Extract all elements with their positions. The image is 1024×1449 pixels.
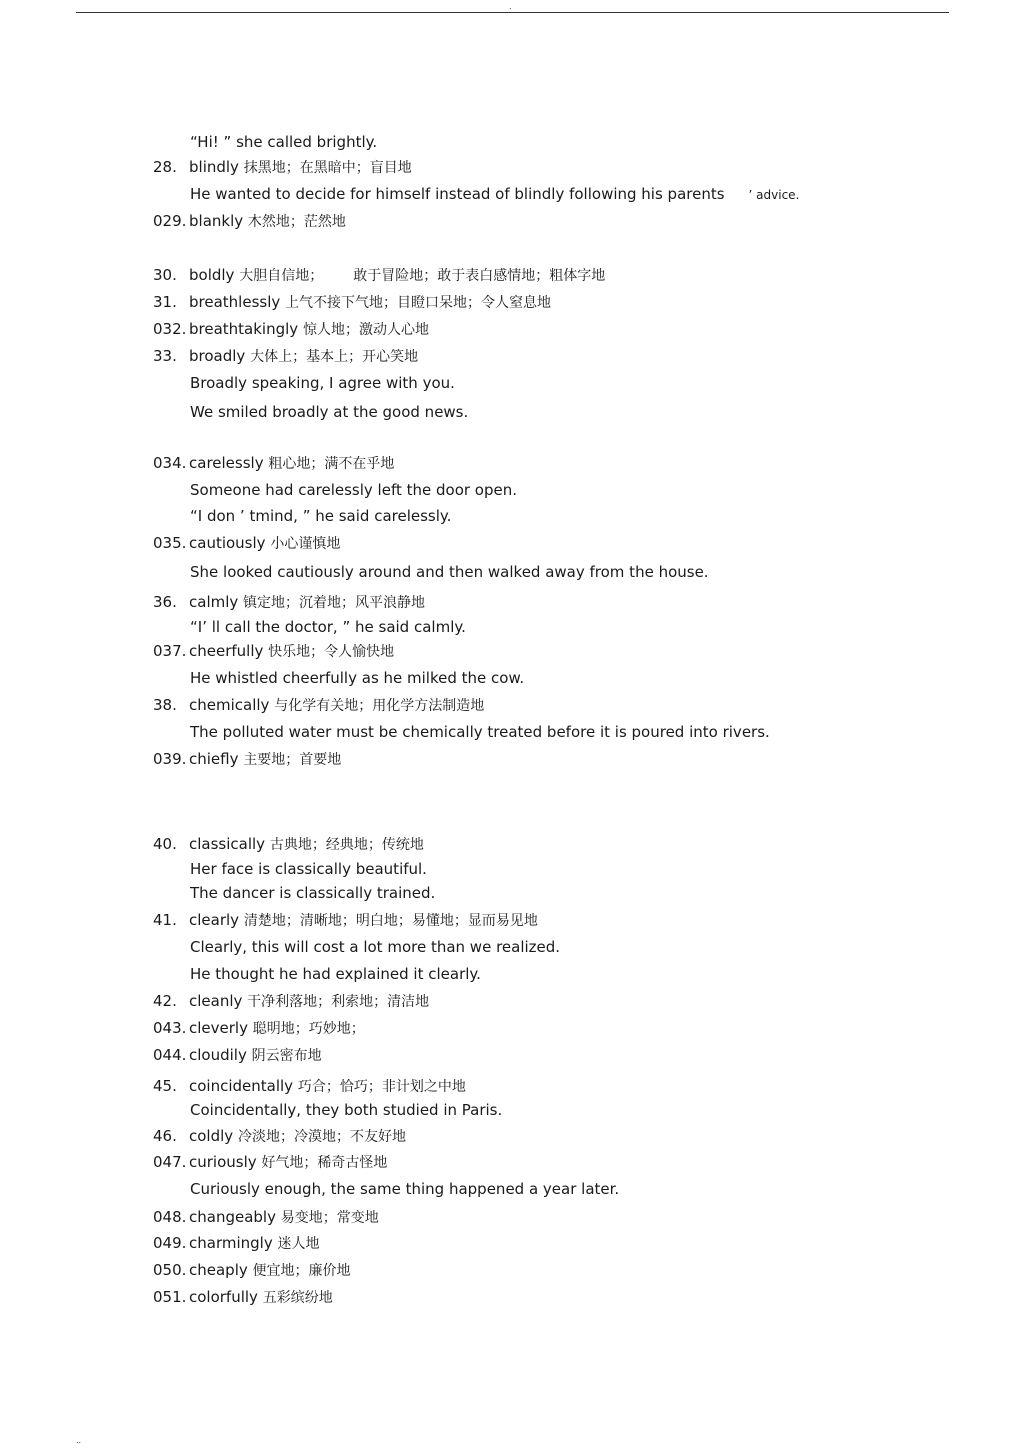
headword: clearly [189, 911, 240, 929]
chinese-definition: 便宜地；廉价地 [252, 1263, 351, 1279]
entry-number: 029. [153, 212, 187, 230]
example-text: The polluted water must be chemically treated before it is poured into rivers. [190, 723, 770, 741]
chinese-definition: 大胆自信地； [239, 268, 324, 284]
entry-number: 30. [153, 266, 177, 284]
example-text-wrap [190, 964, 481, 984]
example-text: Her face is classically beautiful. [190, 860, 427, 878]
headword: chiefly [189, 750, 239, 768]
entry-word [189, 1076, 466, 1097]
chinese-definition: 抹黑地；在黑暗中；盲目地 [243, 160, 412, 176]
chinese-definition: 小心谨慎地 [270, 536, 341, 552]
entry-word [189, 749, 341, 770]
chinese-definition: 易变地；常变地 [280, 1210, 379, 1226]
example-text-wrap [190, 506, 451, 526]
example-text-wrap [190, 668, 524, 688]
entry-word [189, 1018, 365, 1039]
entry-word [189, 1260, 351, 1281]
headword: breathlessly [189, 293, 281, 311]
headword: carelessly [189, 454, 264, 472]
entry-word [189, 292, 551, 313]
entry-number: 051. [153, 1288, 187, 1306]
entry-word [189, 346, 418, 367]
example-text: “I’ ll call the doctor, ” he said calmly. [190, 618, 466, 636]
headword: changeably [189, 1208, 276, 1226]
entry-word [189, 910, 538, 931]
entry-word [189, 157, 412, 178]
header-rule [76, 12, 949, 13]
example-text: “Hi! ” she called brightly. [190, 133, 378, 151]
entry-word [189, 319, 429, 340]
chinese-definition: 清楚地；清晰地；明白地；易懂地；显而易见地 [243, 913, 538, 929]
headword: breathtakingly [189, 320, 299, 338]
header-mark: . [509, 2, 512, 11]
chinese-definition: 五彩缤纷地 [262, 1290, 333, 1306]
example-text: Clearly, this will cost a lot more than we realized. [190, 938, 561, 956]
chinese-definition: 大体上；基本上；开心笑地 [250, 349, 419, 365]
chinese-definition: 冷淡地；冷漠地；不友好地 [237, 1129, 406, 1145]
headword: cheerfully [189, 642, 264, 660]
entry-word [189, 265, 605, 286]
headword: blankly [189, 212, 244, 230]
chinese-definition: 粗心地；满不在乎地 [268, 456, 395, 472]
chinese-definition: 木然地；茫然地 [247, 214, 346, 230]
chinese-definition: 巧合；恰巧；非计划之中地 [297, 1079, 466, 1095]
example-text-wrap [190, 562, 709, 582]
entry-number: 034. [153, 454, 187, 472]
example-text: Coincidentally, they both studied in Paris. [190, 1101, 503, 1119]
chinese-definition: 快乐地；令人愉快地 [268, 644, 395, 660]
example-text-wrap [190, 937, 560, 957]
chinese-definition: 镇定地；沉着地；风平浪静地 [243, 595, 426, 611]
entry-number: 33. [153, 347, 177, 365]
entry-word [189, 1287, 333, 1308]
example-text: He thought he had explained it clearly. [190, 965, 481, 983]
chinese-definition: 上气不接下气地；目瞪口呆地；令人窒息地 [285, 295, 552, 311]
chinese-definition: 惊人地；激动人心地 [302, 322, 429, 338]
chinese-definition: 阴云密布地 [251, 1048, 322, 1064]
example-text: Someone had carelessly left the door open. [190, 481, 518, 499]
headword: cloudily [189, 1046, 247, 1064]
entry-word [189, 834, 424, 855]
entry-word [189, 592, 425, 613]
chinese-definition: 聪明地；巧妙地； [252, 1021, 365, 1037]
entry-number: 42. [153, 992, 177, 1010]
headword: colorfully [189, 1288, 258, 1306]
example-text: “I don ’ tmind, ” he said carelessly. [190, 507, 452, 525]
entry-number: 38. [153, 696, 177, 714]
entry-number: 31. [153, 293, 177, 311]
headword: calmly [189, 593, 239, 611]
chinese-definition: 古典地；经典地；传统地 [269, 837, 424, 853]
example-text: The dancer is classically trained. [190, 884, 436, 902]
example-text-wrap [190, 373, 455, 393]
entry-word [189, 1207, 379, 1228]
example-text: Curiously enough, the same thing happened a year later. [190, 1180, 620, 1198]
chinese-definition-continued: 敢于冒险地；敢于表白感情地；粗体字地 [353, 268, 606, 284]
example-text-wrap [190, 480, 517, 500]
entry-number: 044. [153, 1046, 187, 1064]
headword: chemically [189, 696, 270, 714]
chinese-definition: 主要地；首要地 [243, 752, 342, 768]
headword: cleverly [189, 1019, 248, 1037]
example-tail: ’ advice. [748, 188, 800, 202]
entry-word [189, 533, 340, 554]
example-text: He whistled cheerfully as he milked the cow. [190, 669, 525, 687]
example-text: We smiled broadly at the good news. [190, 403, 469, 421]
example-text-wrap [190, 883, 435, 903]
entry-number: 46. [153, 1127, 177, 1145]
chinese-definition: 干净利落地；利索地；清洁地 [247, 994, 430, 1010]
entry-number: 36. [153, 593, 177, 611]
example-text-wrap [190, 1179, 619, 1199]
headword: coincidentally [189, 1077, 294, 1095]
example-text-wrap [190, 132, 377, 152]
entry-number: 047. [153, 1153, 187, 1171]
entry-number: 41. [153, 911, 177, 929]
entry-word [189, 1152, 387, 1173]
entry-number: 043. [153, 1019, 187, 1037]
entry-word [189, 695, 484, 716]
headword: cautiously [189, 534, 266, 552]
headword: classically [189, 835, 266, 853]
headword: cheaply [189, 1261, 248, 1279]
entry-number: 28. [153, 158, 177, 176]
entry-number: 050. [153, 1261, 187, 1279]
entry-number: 037. [153, 642, 187, 660]
chinese-definition: 与化学有关地；用化学方法制造地 [274, 698, 485, 714]
headword: blindly [189, 158, 239, 176]
entry-number: 039. [153, 750, 187, 768]
headword: curiously [189, 1153, 257, 1171]
entry-word [189, 453, 394, 474]
entry-word [189, 1045, 322, 1066]
headword: cleanly [189, 992, 243, 1010]
footer-mark: .. [76, 1436, 82, 1445]
entry-word [189, 211, 346, 232]
example-text-wrap [190, 1100, 502, 1120]
entry-number: 40. [153, 835, 177, 853]
example-text-wrap [190, 859, 427, 879]
chinese-definition: 好气地；稀奇古怪地 [261, 1155, 388, 1171]
example-text: Broadly speaking, I agree with you. [190, 374, 455, 392]
entry-word [189, 991, 429, 1012]
example-text-wrap [190, 184, 799, 205]
example-text-wrap [190, 402, 468, 422]
entry-word [189, 1126, 406, 1147]
example-text: He wanted to decide for himself instead of blindly following his parents [190, 185, 725, 203]
headword: coldly [189, 1127, 234, 1145]
entry-word [189, 641, 394, 662]
example-text-wrap [190, 722, 770, 742]
headword: boldly [189, 266, 235, 284]
entry-word [189, 1233, 319, 1254]
example-text-wrap [190, 617, 466, 637]
example-text: She looked cautiously around and then walked away from the house. [190, 563, 709, 581]
entry-number: 035. [153, 534, 187, 552]
headword: charmingly [189, 1234, 273, 1252]
entry-number: 048. [153, 1208, 187, 1226]
entry-number: 45. [153, 1077, 177, 1095]
entry-number: 049. [153, 1234, 187, 1252]
chinese-definition: 迷人地 [277, 1236, 320, 1252]
entry-number: 032. [153, 320, 187, 338]
headword: broadly [189, 347, 246, 365]
